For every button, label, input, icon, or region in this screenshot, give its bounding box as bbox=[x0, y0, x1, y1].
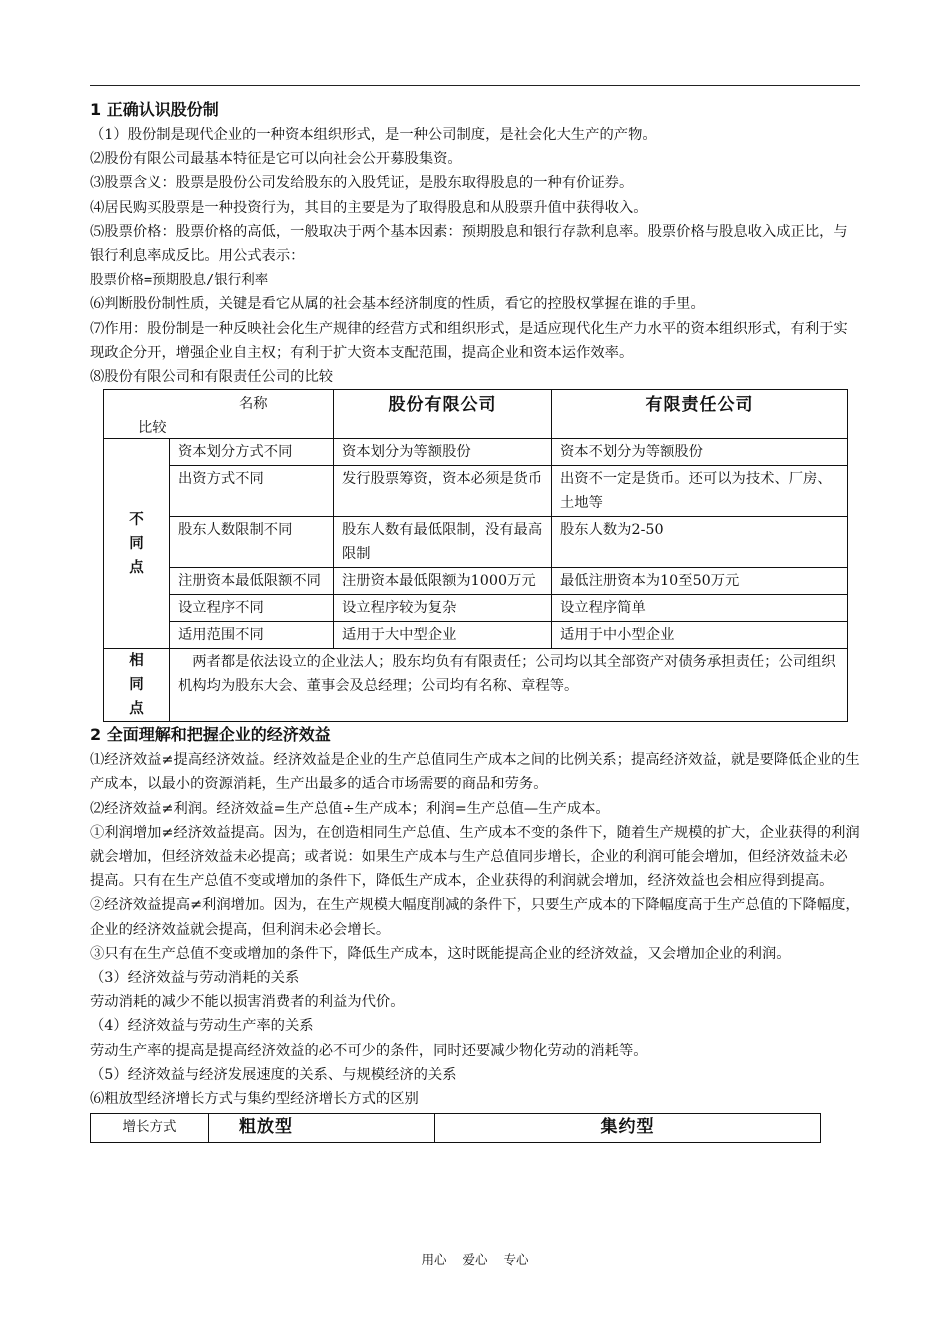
paragraph: （4）经济效益与劳动生产率的关系 bbox=[90, 1018, 314, 1035]
value-cell: 最低注册资本为10至50万元 bbox=[552, 568, 848, 595]
paragraph: （5）经济效益与经济发展速度的关系、与规模经济的关系 bbox=[90, 1066, 457, 1083]
value-cell: 资本不划分为等额股份 bbox=[552, 439, 848, 466]
value-cell: 适用于大中型企业 bbox=[334, 622, 552, 649]
table-row bbox=[104, 595, 848, 622]
header-name: 名称 bbox=[239, 396, 268, 413]
paragraph: ⑴经济效益≠提高经济效益。经济效益是企业的生产总值同生产成本之间的比例关系；提高经济效益，就是要降低企业的生产成本，以最小的资源消耗，生产出最多的适合市场需要的商品和劳务。 bbox=[90, 752, 860, 793]
paragraph: ⑵股份有限公司最基本特征是它可以向社会公开募股集资。 bbox=[90, 151, 462, 168]
table-row bbox=[104, 622, 848, 649]
table-row bbox=[104, 649, 848, 722]
paragraph: ⑸股票价格：股票价格的高低，一般取决于两个基本因素：预期股息和银行存款利息率。股票价格与股息收入成正比，与银行利息率成反比。用公式表示： bbox=[90, 223, 848, 265]
value-cell: 资本划分为等额股份 bbox=[334, 439, 552, 466]
table-row bbox=[104, 517, 848, 568]
section1-heading: 1 正确认识股份制 bbox=[90, 100, 219, 119]
item-cell: 适用范围不同 bbox=[170, 622, 334, 649]
table-header-row bbox=[104, 390, 848, 439]
paragraph: 劳动生产率的提高是提高经济效益的必不可少的条件，同时还要减少物化劳动的消耗等。 bbox=[90, 1042, 648, 1059]
item-cell: 注册资本最低限额不同 bbox=[170, 568, 334, 595]
growth-mode-label: 增长方式 bbox=[91, 1114, 209, 1143]
item-cell: 股东人数限制不同 bbox=[170, 517, 334, 568]
value-cell: 注册资本最低限额为1000万元 bbox=[334, 568, 552, 595]
col-header-limited-liability: 有限责任公司 bbox=[552, 390, 848, 439]
comparison-table bbox=[103, 389, 848, 722]
value-cell: 设立程序简单 bbox=[552, 595, 848, 622]
paragraph: 劳动消耗的减少不能以损害消费者的利益为代价。 bbox=[90, 994, 405, 1011]
header-diagonal-cell bbox=[104, 390, 334, 439]
similarities-label: 相 同 点 bbox=[104, 649, 170, 722]
value-cell: 股东人数为2-50 bbox=[552, 517, 848, 568]
item-cell: 设立程序不同 bbox=[170, 595, 334, 622]
table-row bbox=[104, 466, 848, 517]
similarities-text: 两者都是依法设立的企业法人；股东均负有有限责任；公司均以其全部资产对债务承担责任；公司组织机构均为股东大会、董事会及总经理；公司均有名称、章程等。 bbox=[170, 649, 848, 722]
col-header-intensive: 集约型 bbox=[435, 1114, 821, 1143]
table-header-row bbox=[91, 1114, 821, 1143]
paragraph: ⑻股份有限公司和有限责任公司的比较 bbox=[90, 369, 334, 386]
table-row bbox=[104, 568, 848, 595]
value-cell: 发行股票筹资，资本必须是货币 bbox=[334, 466, 552, 517]
col-header-extensive: 粗放型 bbox=[209, 1114, 435, 1143]
value-cell: 出资不一定是货币。还可以为技术、厂房、土地等 bbox=[552, 466, 848, 517]
header-compare: 比较 bbox=[138, 420, 167, 437]
paragraph: ⑺作用：股份制是一种反映社会化生产规律的经营方式和组织形式，是适应现代化生产力水平的资本组织形式，有利于实现政企分开，增强企业自主权；有利于扩大资本支配范围，提高企业和资本运作效率。 bbox=[90, 320, 848, 361]
paragraph: ③只有在生产总值不变或增加的条件下，降低生产成本，这时既能提高企业的经济效益，又会增加企业的利润。 bbox=[90, 945, 791, 962]
value-cell: 股东人数有最低限制，没有最高限制 bbox=[334, 517, 552, 568]
paragraph: ②经济效益提高≠利润增加。因为，在生产规模大幅度削减的条件下，只要生产成本的下降幅度高于生产总值的下降幅度，企业的经济效益就会提高，但利润未必会增长。 bbox=[90, 897, 860, 938]
paragraph: ⑵经济效益≠利润。经济效益=生产总值÷生产成本；利润=生产总值—生产成本。 bbox=[90, 800, 610, 817]
paragraph: （1）股份制是现代企业的一种资本组织形式，是一种公司制度，是社会化大生产的产物。 bbox=[90, 127, 657, 143]
item-cell: 出资方式不同 bbox=[170, 466, 334, 517]
growth-mode-table bbox=[90, 1113, 821, 1143]
paragraph: ⑶股票含义：股票是股份公司发给股东的入股凭证，是股东取得股息的一种有价证券。 bbox=[90, 175, 634, 192]
paragraph: ⑹判断股份制性质，关键是看它从属的社会基本经济制度的性质，看它的控股权掌握在谁的手里。 bbox=[90, 296, 705, 313]
top-rule bbox=[90, 85, 860, 86]
value-cell: 设立程序较为复杂 bbox=[334, 595, 552, 622]
paragraph: ⑷居民购买股票是一种投资行为，其目的主要是为了取得股息和从股票升值中获得收入。 bbox=[90, 199, 648, 216]
item-cell: 资本划分方式不同 bbox=[170, 439, 334, 466]
page-footer: 用心 爱心 专心 bbox=[421, 1252, 529, 1267]
differences-label: 不 同 点 bbox=[104, 439, 170, 649]
value-cell: 适用于中小型企业 bbox=[552, 622, 848, 649]
paragraph: （3）经济效益与劳动消耗的关系 bbox=[90, 970, 300, 987]
paragraph: ⑹粗放型经济增长方式与集约型经济增长方式的区别 bbox=[90, 1091, 419, 1108]
col-header-joint-stock: 股份有限公司 bbox=[334, 390, 552, 439]
document-body bbox=[90, 97, 862, 1143]
table-row bbox=[104, 439, 848, 466]
section2-heading: 2 全面理解和把握企业的经济效益 bbox=[90, 725, 331, 745]
formula: 股票价格=预期股息/银行利率 bbox=[90, 272, 269, 289]
paragraph: ①利润增加≠经济效益提高。因为，在创造相同生产总值、生产成本不变的条件下，随着生产规模的扩大，企业获得的利润就会增加，但经济效益未必提高；或者说：如果生产成本与生产总值同步增长，企业的利润可能会增加，但经济效益未必提高。只有在生产总值不变或增加的条件下，降低生产成本，企业获得的利润就会增加，经济效益也会相应得到提高。 bbox=[90, 824, 860, 890]
